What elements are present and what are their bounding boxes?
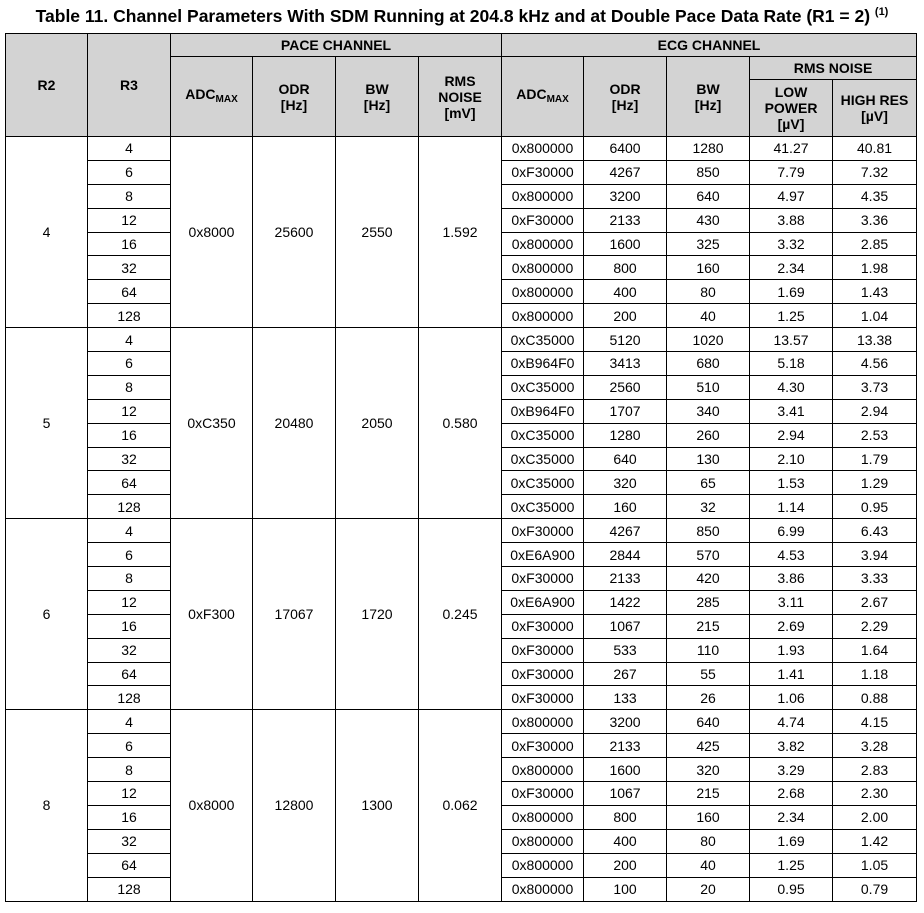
high-res-noise-cell: 13.38 [833, 328, 917, 352]
ecg-bw-cell: 65 [667, 471, 750, 495]
high-res-noise-cell: 7.32 [833, 160, 917, 184]
channel-parameters-table [5, 33, 917, 902]
pace-adcmax-cell: 0xF300 [171, 519, 253, 710]
header-ecg-bw: BW [Hz] [667, 57, 750, 137]
ecg-adcmax-cell: 0xC35000 [502, 447, 584, 471]
ecg-adcmax-cell: 0x800000 [502, 137, 584, 161]
ecg-bw-cell: 215 [667, 782, 750, 806]
ecg-odr-cell: 133 [584, 686, 667, 710]
low-power-noise-cell: 2.69 [750, 614, 833, 638]
ecg-odr-cell: 200 [584, 853, 667, 877]
ecg-bw-cell: 850 [667, 519, 750, 543]
high-res-noise-cell: 0.95 [833, 495, 917, 519]
ecg-odr-cell: 2844 [584, 543, 667, 567]
ecg-bw-cell: 40 [667, 304, 750, 328]
header-r2: R2 [6, 34, 88, 137]
ecg-bw-cell: 640 [667, 710, 750, 734]
high-res-noise-cell: 4.56 [833, 352, 917, 376]
ecg-bw-cell: 40 [667, 853, 750, 877]
low-power-noise-cell: 3.11 [750, 590, 833, 614]
ecg-adcmax-cell: 0x800000 [502, 853, 584, 877]
r3-cell: 12 [88, 399, 171, 423]
ecg-odr-cell: 3200 [584, 184, 667, 208]
ecg-bw-cell: 260 [667, 423, 750, 447]
header-pace-adcmax: $ADC_{MAX}$ [171, 57, 253, 137]
high-res-noise-cell: 1.04 [833, 304, 917, 328]
r3-cell: 128 [88, 304, 171, 328]
low-power-noise-cell: 1.41 [750, 662, 833, 686]
ecg-bw-cell: 80 [667, 829, 750, 853]
ecg-odr-cell: 1067 [584, 782, 667, 806]
high-res-noise-cell: 1.64 [833, 638, 917, 662]
low-power-noise-cell: 1.06 [750, 686, 833, 710]
ecg-bw-cell: 55 [667, 662, 750, 686]
ecg-odr-cell: 4267 [584, 160, 667, 184]
ecg-bw-cell: 340 [667, 399, 750, 423]
low-power-noise-cell: 3.29 [750, 758, 833, 782]
low-power-noise-cell: 1.93 [750, 638, 833, 662]
header-ecg-adcmax: $ADC_{MAX}$ [502, 57, 584, 137]
ecg-bw-cell: 320 [667, 758, 750, 782]
high-res-noise-cell: 3.36 [833, 208, 917, 232]
high-res-noise-cell: 2.83 [833, 758, 917, 782]
r3-cell: 64 [88, 662, 171, 686]
table-row [6, 137, 917, 161]
high-res-noise-cell: 0.88 [833, 686, 917, 710]
header-r3: R3 [88, 34, 171, 137]
low-power-noise-cell: 2.94 [750, 423, 833, 447]
ecg-odr-cell: 640 [584, 447, 667, 471]
ecg-odr-cell: 2133 [584, 208, 667, 232]
low-power-noise-cell: 1.25 [750, 304, 833, 328]
ecg-adcmax-cell: 0x800000 [502, 232, 584, 256]
low-power-noise-cell: 13.57 [750, 328, 833, 352]
low-power-noise-cell: 2.34 [750, 805, 833, 829]
low-power-noise-cell: 6.99 [750, 519, 833, 543]
ecg-adcmax-cell: 0xC35000 [502, 495, 584, 519]
ecg-odr-cell: 400 [584, 280, 667, 304]
table-row [6, 328, 917, 352]
r3-cell: 16 [88, 805, 171, 829]
r3-cell: 6 [88, 160, 171, 184]
header-pace-bw: BW [Hz] [336, 57, 419, 137]
high-res-noise-cell: 0.79 [833, 877, 917, 901]
header-ecg-rms-noise: RMS NOISE [750, 57, 917, 80]
ecg-adcmax-cell: 0xC35000 [502, 375, 584, 399]
ecg-bw-cell: 510 [667, 375, 750, 399]
low-power-noise-cell: 2.68 [750, 782, 833, 806]
pace-bw-cell: 1720 [336, 519, 419, 710]
high-res-noise-cell: 1.43 [833, 280, 917, 304]
low-power-noise-cell: 3.41 [750, 399, 833, 423]
r3-cell: 128 [88, 495, 171, 519]
low-power-noise-cell: 3.82 [750, 734, 833, 758]
table-header [6, 34, 917, 137]
high-res-noise-cell: 2.00 [833, 805, 917, 829]
ecg-bw-cell: 425 [667, 734, 750, 758]
ecg-odr-cell: 2560 [584, 375, 667, 399]
r3-cell: 8 [88, 375, 171, 399]
high-res-noise-cell: 1.29 [833, 471, 917, 495]
r3-cell: 8 [88, 758, 171, 782]
high-res-noise-cell: 3.73 [833, 375, 917, 399]
low-power-noise-cell: 5.18 [750, 352, 833, 376]
r3-cell: 8 [88, 567, 171, 591]
ecg-odr-cell: 533 [584, 638, 667, 662]
ecg-bw-cell: 680 [667, 352, 750, 376]
high-res-noise-cell: 6.43 [833, 519, 917, 543]
ecg-bw-cell: 640 [667, 184, 750, 208]
r2-cell: 5 [6, 328, 88, 519]
ecg-adcmax-cell: 0xF30000 [502, 519, 584, 543]
ecg-odr-cell: 6400 [584, 137, 667, 161]
r3-cell: 6 [88, 543, 171, 567]
ecg-adcmax-cell: 0x800000 [502, 805, 584, 829]
low-power-noise-cell: 2.34 [750, 256, 833, 280]
high-res-noise-cell: 2.94 [833, 399, 917, 423]
r3-cell: 32 [88, 447, 171, 471]
pace-rms-noise-cell: 0.062 [419, 710, 502, 901]
r3-cell: 4 [88, 710, 171, 734]
r3-cell: 16 [88, 423, 171, 447]
ecg-adcmax-cell: 0xC35000 [502, 328, 584, 352]
ecg-adcmax-cell: 0xF30000 [502, 782, 584, 806]
ecg-bw-cell: 325 [667, 232, 750, 256]
ecg-odr-cell: 100 [584, 877, 667, 901]
ecg-adcmax-cell: 0x800000 [502, 280, 584, 304]
high-res-noise-cell: 2.30 [833, 782, 917, 806]
ecg-odr-cell: 1600 [584, 232, 667, 256]
ecg-adcmax-cell: 0xF30000 [502, 208, 584, 232]
r3-cell: 32 [88, 638, 171, 662]
r3-cell: 128 [88, 877, 171, 901]
ecg-adcmax-cell: 0xC35000 [502, 423, 584, 447]
ecg-bw-cell: 1280 [667, 137, 750, 161]
high-res-noise-cell: 2.53 [833, 423, 917, 447]
ecg-odr-cell: 1280 [584, 423, 667, 447]
header-pace-rms-noise: RMS NOISE [mV] [419, 57, 502, 137]
ecg-adcmax-cell: 0xC35000 [502, 471, 584, 495]
low-power-noise-cell: 41.27 [750, 137, 833, 161]
high-res-noise-cell: 4.15 [833, 710, 917, 734]
pace-rms-noise-cell: 0.580 [419, 328, 502, 519]
ecg-bw-cell: 80 [667, 280, 750, 304]
ecg-bw-cell: 32 [667, 495, 750, 519]
table-row [6, 519, 917, 543]
pace-odr-cell: 20480 [253, 328, 336, 519]
low-power-noise-cell: 4.30 [750, 375, 833, 399]
ecg-odr-cell: 1067 [584, 614, 667, 638]
table-body [6, 137, 917, 902]
r3-cell: 6 [88, 734, 171, 758]
low-power-noise-cell: 2.10 [750, 447, 833, 471]
r2-cell: 4 [6, 137, 88, 328]
ecg-adcmax-cell: 0xB964F0 [502, 352, 584, 376]
ecg-odr-cell: 2133 [584, 567, 667, 591]
r3-cell: 12 [88, 208, 171, 232]
high-res-noise-cell: 1.05 [833, 853, 917, 877]
ecg-odr-cell: 267 [584, 662, 667, 686]
r3-cell: 128 [88, 686, 171, 710]
ecg-bw-cell: 160 [667, 256, 750, 280]
r3-cell: 64 [88, 280, 171, 304]
header-pace-odr: ODR [Hz] [253, 57, 336, 137]
ecg-odr-cell: 5120 [584, 328, 667, 352]
r3-cell: 4 [88, 519, 171, 543]
ecg-bw-cell: 130 [667, 447, 750, 471]
r3-cell: 12 [88, 590, 171, 614]
ecg-adcmax-cell: 0xF30000 [502, 614, 584, 638]
r2-cell: 6 [6, 519, 88, 710]
ecg-odr-cell: 800 [584, 256, 667, 280]
ecg-odr-cell: 800 [584, 805, 667, 829]
ecg-bw-cell: 1020 [667, 328, 750, 352]
ecg-odr-cell: 320 [584, 471, 667, 495]
table-title-text: Table 11. Channel Parameters With SDM Running at 204.8 kHz and at Double Pace Data Rate (R1 = 2) [35, 6, 871, 26]
low-power-noise-cell: 1.53 [750, 471, 833, 495]
pace-rms-noise-cell: 0.245 [419, 519, 502, 710]
ecg-bw-cell: 570 [667, 543, 750, 567]
high-res-noise-cell: 1.18 [833, 662, 917, 686]
table-title-footnote: (1) [874, 6, 889, 18]
r3-cell: 64 [88, 471, 171, 495]
r3-cell: 16 [88, 232, 171, 256]
ecg-odr-cell: 3413 [584, 352, 667, 376]
low-power-noise-cell: 1.25 [750, 853, 833, 877]
ecg-adcmax-cell: 0xF30000 [502, 160, 584, 184]
r3-cell: 6 [88, 352, 171, 376]
ecg-bw-cell: 430 [667, 208, 750, 232]
ecg-bw-cell: 850 [667, 160, 750, 184]
high-res-noise-cell: 1.98 [833, 256, 917, 280]
table-title [0, 0, 924, 27]
r3-cell: 64 [88, 853, 171, 877]
high-res-noise-cell: 2.67 [833, 590, 917, 614]
header-high-res: HIGH RES [µV] [833, 80, 917, 137]
high-res-noise-cell: 3.28 [833, 734, 917, 758]
ecg-adcmax-cell: 0x800000 [502, 829, 584, 853]
ecg-bw-cell: 160 [667, 805, 750, 829]
ecg-adcmax-cell: 0x800000 [502, 710, 584, 734]
pace-adcmax-cell: 0x8000 [171, 710, 253, 901]
ecg-odr-cell: 1600 [584, 758, 667, 782]
high-res-noise-cell: 3.94 [833, 543, 917, 567]
ecg-adcmax-cell: 0xE6A900 [502, 590, 584, 614]
pace-odr-cell: 12800 [253, 710, 336, 901]
pace-rms-noise-cell: 1.592 [419, 137, 502, 328]
header-ecg-channel: ECG CHANNEL [502, 34, 917, 57]
pace-bw-cell: 1300 [336, 710, 419, 901]
ecg-odr-cell: 4267 [584, 519, 667, 543]
low-power-noise-cell: 4.53 [750, 543, 833, 567]
low-power-noise-cell: 0.95 [750, 877, 833, 901]
high-res-noise-cell: 4.35 [833, 184, 917, 208]
ecg-odr-cell: 400 [584, 829, 667, 853]
pace-adcmax-cell: 0xC350 [171, 328, 253, 519]
high-res-noise-cell: 2.29 [833, 614, 917, 638]
low-power-noise-cell: 3.32 [750, 232, 833, 256]
high-res-noise-cell: 1.42 [833, 829, 917, 853]
low-power-noise-cell: 1.69 [750, 280, 833, 304]
ecg-odr-cell: 3200 [584, 710, 667, 734]
r3-cell: 4 [88, 328, 171, 352]
r2-cell: 8 [6, 710, 88, 901]
ecg-odr-cell: 200 [584, 304, 667, 328]
r3-cell: 16 [88, 614, 171, 638]
low-power-noise-cell: 1.14 [750, 495, 833, 519]
pace-bw-cell: 2050 [336, 328, 419, 519]
low-power-noise-cell: 3.86 [750, 567, 833, 591]
ecg-bw-cell: 215 [667, 614, 750, 638]
ecg-adcmax-cell: 0x800000 [502, 304, 584, 328]
pace-bw-cell: 2550 [336, 137, 419, 328]
r3-cell: 32 [88, 829, 171, 853]
ecg-adcmax-cell: 0xF30000 [502, 662, 584, 686]
ecg-adcmax-cell: 0x800000 [502, 758, 584, 782]
header-low-power: LOW POWER [µV] [750, 80, 833, 137]
ecg-adcmax-cell: 0xB964F0 [502, 399, 584, 423]
ecg-adcmax-cell: 0xF30000 [502, 638, 584, 662]
low-power-noise-cell: 4.74 [750, 710, 833, 734]
ecg-odr-cell: 160 [584, 495, 667, 519]
pace-odr-cell: 17067 [253, 519, 336, 710]
ecg-adcmax-cell: 0xF30000 [502, 734, 584, 758]
r3-cell: 32 [88, 256, 171, 280]
table-row [6, 710, 917, 734]
low-power-noise-cell: 4.97 [750, 184, 833, 208]
high-res-noise-cell: 40.81 [833, 137, 917, 161]
r3-cell: 4 [88, 137, 171, 161]
ecg-bw-cell: 26 [667, 686, 750, 710]
ecg-bw-cell: 20 [667, 877, 750, 901]
header-ecg-odr: ODR [Hz] [584, 57, 667, 137]
ecg-adcmax-cell: 0xF30000 [502, 567, 584, 591]
ecg-adcmax-cell: 0x800000 [502, 184, 584, 208]
high-res-noise-cell: 3.33 [833, 567, 917, 591]
ecg-odr-cell: 2133 [584, 734, 667, 758]
ecg-adcmax-cell: 0x800000 [502, 877, 584, 901]
ecg-adcmax-cell: 0xF30000 [502, 686, 584, 710]
low-power-noise-cell: 7.79 [750, 160, 833, 184]
ecg-odr-cell: 1707 [584, 399, 667, 423]
r3-cell: 12 [88, 782, 171, 806]
pace-adcmax-cell: 0x8000 [171, 137, 253, 328]
low-power-noise-cell: 1.69 [750, 829, 833, 853]
high-res-noise-cell: 1.79 [833, 447, 917, 471]
ecg-adcmax-cell: 0x800000 [502, 256, 584, 280]
header-pace-channel: PACE CHANNEL [171, 34, 502, 57]
high-res-noise-cell: 2.85 [833, 232, 917, 256]
ecg-bw-cell: 285 [667, 590, 750, 614]
ecg-bw-cell: 110 [667, 638, 750, 662]
pace-odr-cell: 25600 [253, 137, 336, 328]
ecg-bw-cell: 420 [667, 567, 750, 591]
ecg-odr-cell: 1422 [584, 590, 667, 614]
r3-cell: 8 [88, 184, 171, 208]
ecg-adcmax-cell: 0xE6A900 [502, 543, 584, 567]
low-power-noise-cell: 3.88 [750, 208, 833, 232]
